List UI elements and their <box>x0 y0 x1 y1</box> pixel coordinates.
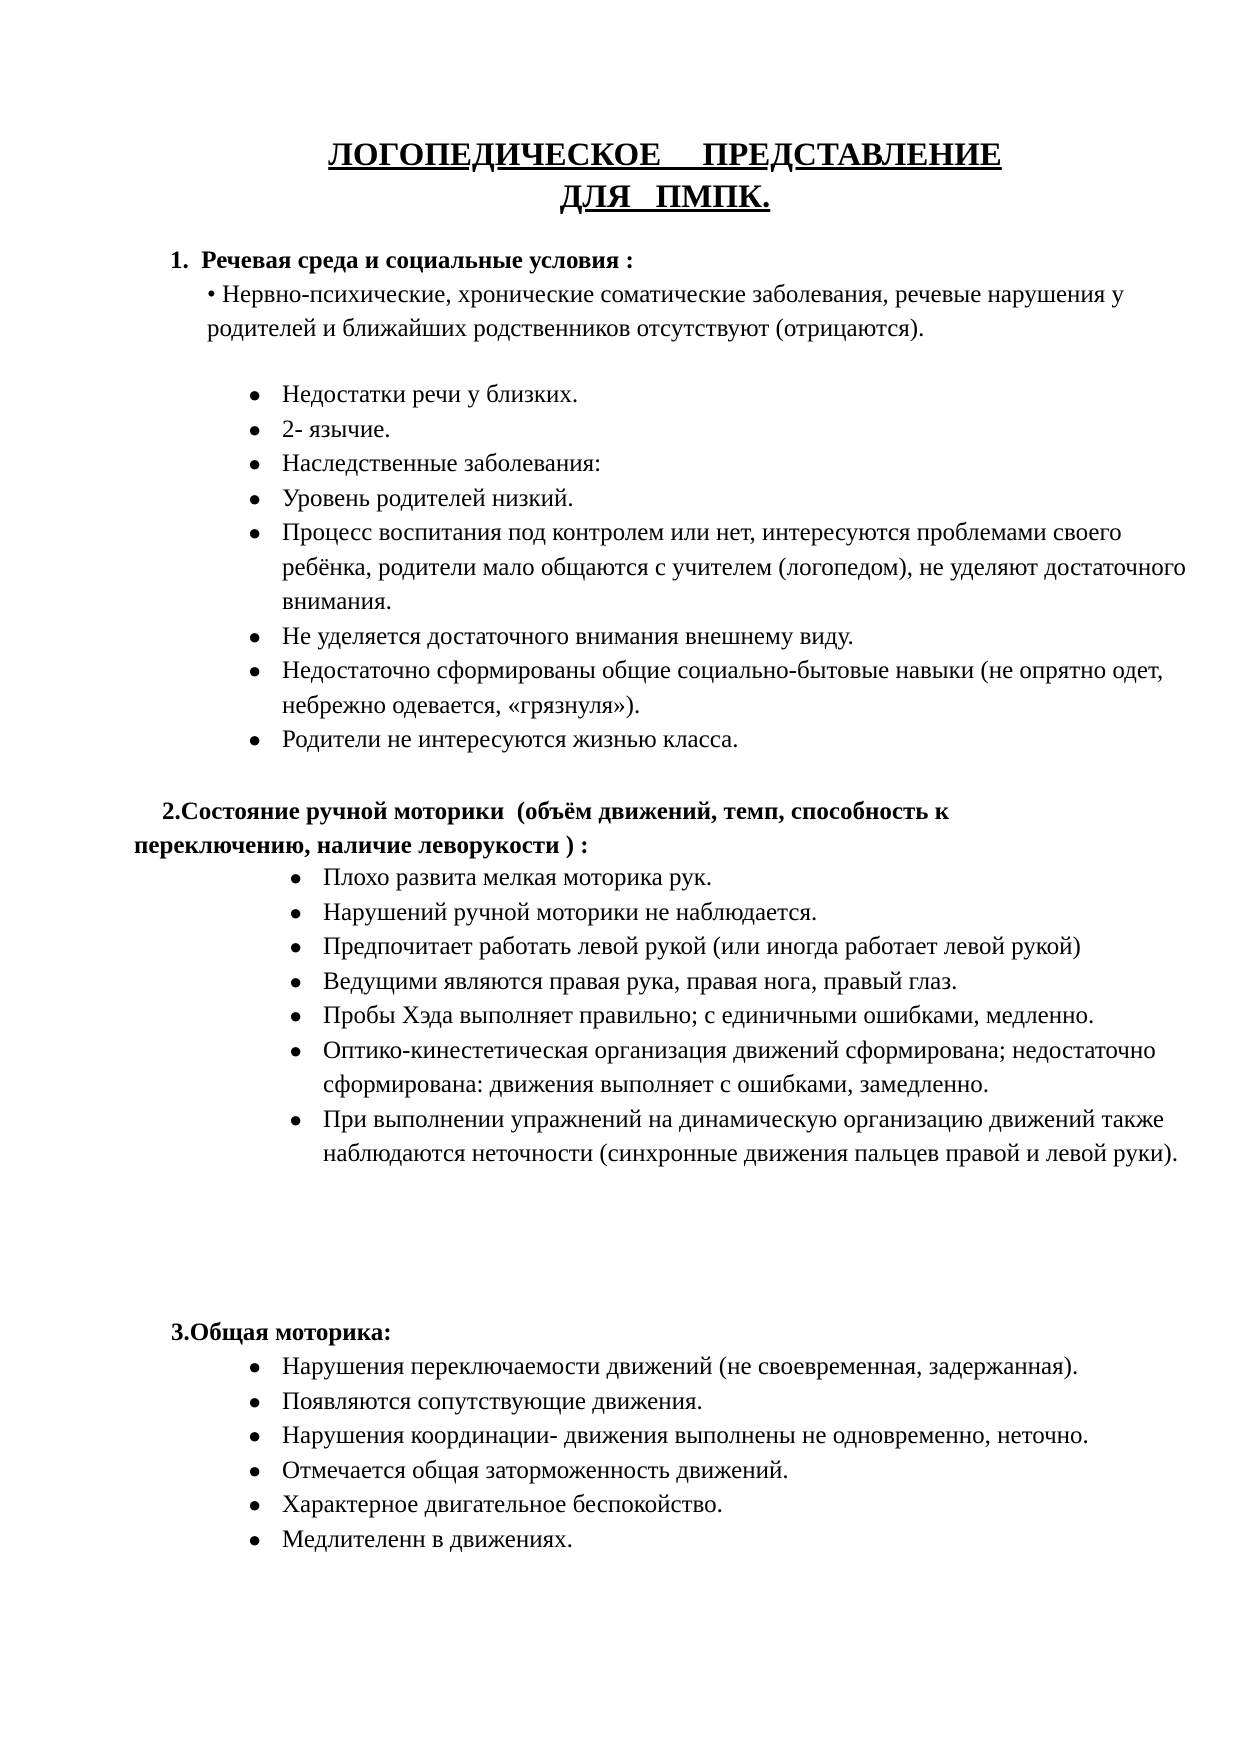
list-item: ● Плохо развита мелкая моторика рук. <box>289 861 1189 896</box>
document-title-line2: ДЛЯ ПМПК. <box>559 179 771 215</box>
list-item: ● Характерное двигательное беспокойство. <box>248 1488 1148 1523</box>
bullet-icon: ● <box>289 1003 303 1028</box>
section2-heading-line1: 2.Состояние ручной моторики (объём движений, темп, способность к <box>162 798 950 825</box>
list-item: ● Ведущими являются правая рука, правая нога, правый глаз. <box>289 965 1189 1000</box>
bullet-icon: ● <box>289 934 303 959</box>
bullet-icon: ● <box>289 1037 303 1063</box>
list-item: ● Появляются сопутствующие движения. <box>248 1385 1148 1420</box>
list-item: ● Уровень родителей низкий. <box>248 482 1208 517</box>
bullet-icon: ● <box>248 727 262 752</box>
bullet-icon: ● <box>248 1354 262 1379</box>
bullet-icon: ● <box>248 623 262 649</box>
bullet-icon: ● <box>289 1106 303 1132</box>
section1-list <box>248 378 1208 758</box>
bullet-icon: ● <box>248 1457 262 1483</box>
section1-heading: 1. Речевая среда и социальные условия : <box>170 247 634 274</box>
list-item: ● Родители не интересуются жизнью класса. <box>248 723 1208 758</box>
list-item: ● Пробы Хэда выполняет правильно; с единичными ошибками, медленно. <box>289 999 1189 1034</box>
bullet-icon: ● <box>289 899 303 925</box>
document-title-line1: ЛОГОПЕДИЧЕСКОЕ ПРЕДСТАВЛЕНИЕ <box>328 137 1002 173</box>
list-item: ● Оптико-кинестетическая организация движений сформирована; недостаточно сформирована: движения выполняет с ошибками, замедленно. <box>289 1034 1189 1103</box>
bullet-icon: ● <box>248 1526 262 1552</box>
bullet-icon: ● <box>248 658 262 683</box>
bullet-icon: ● <box>248 382 262 407</box>
list-item: ● 2- язычие. <box>248 413 1208 448</box>
list-item: ● При выполнении упражнений на динамическую организацию движений также наблюдаются неточности (синхронные движения пальцев правой и левой руки). <box>289 1103 1189 1172</box>
section3-list <box>248 1350 1148 1557</box>
list-item: ● Недостаточно сформированы общие социально-бытовые навыки (не опрятно одет, небрежно одевается, «грязнуля»). <box>248 654 1208 723</box>
list-item: ● Недостатки речи у близких. <box>248 378 1208 413</box>
bullet-icon: ● <box>248 1492 262 1517</box>
bullet-icon: ● <box>248 520 262 545</box>
section2-heading-line2: переключению, наличие леворукости ) : <box>134 832 589 859</box>
list-item: ● Нарушения координации- движения выполнены не одновременно, неточно. <box>248 1419 1148 1454</box>
list-item: ● Предпочитает работать левой рукой (или иногда работает левой рукой) <box>289 930 1189 965</box>
bullet-icon: ● <box>248 451 262 476</box>
list-item: ● Нарушений ручной моторики не наблюдается. <box>289 896 1189 931</box>
list-item: ● Медлителенн в движениях. <box>248 1523 1148 1558</box>
list-item: ● Не уделяется достаточного внимания внешнему виду. <box>248 620 1208 655</box>
bullet-icon: ● <box>248 1388 262 1414</box>
list-item: ● Нарушения переключаемости движений (не своевременная, задержанная). <box>248 1350 1148 1385</box>
section1-intro: • Нервно-психические, хронические соматические заболевания, речевые нарушения у родителей и ближайших родственников отсутствуют (отрицаются). <box>207 281 1125 342</box>
section2-list <box>289 861 1189 1172</box>
list-item: ● Наследственные заболевания: <box>248 447 1208 482</box>
list-item: ● Процесс воспитания под контролем или нет, интересуются проблемами своего ребёнка, родители мало общаются с учителем (логопедом), не уделяют достаточного внимания. <box>248 516 1208 620</box>
list-item: ● Отмечается общая заторможенность движений. <box>248 1454 1148 1489</box>
bullet-icon: ● <box>248 485 262 511</box>
bullet-icon: ● <box>248 416 262 442</box>
section3-heading: 3.Общая моторика: <box>171 1319 392 1346</box>
bullet-icon: ● <box>289 968 303 994</box>
bullet-icon: ● <box>289 865 303 890</box>
bullet-icon: ● <box>248 1423 262 1448</box>
